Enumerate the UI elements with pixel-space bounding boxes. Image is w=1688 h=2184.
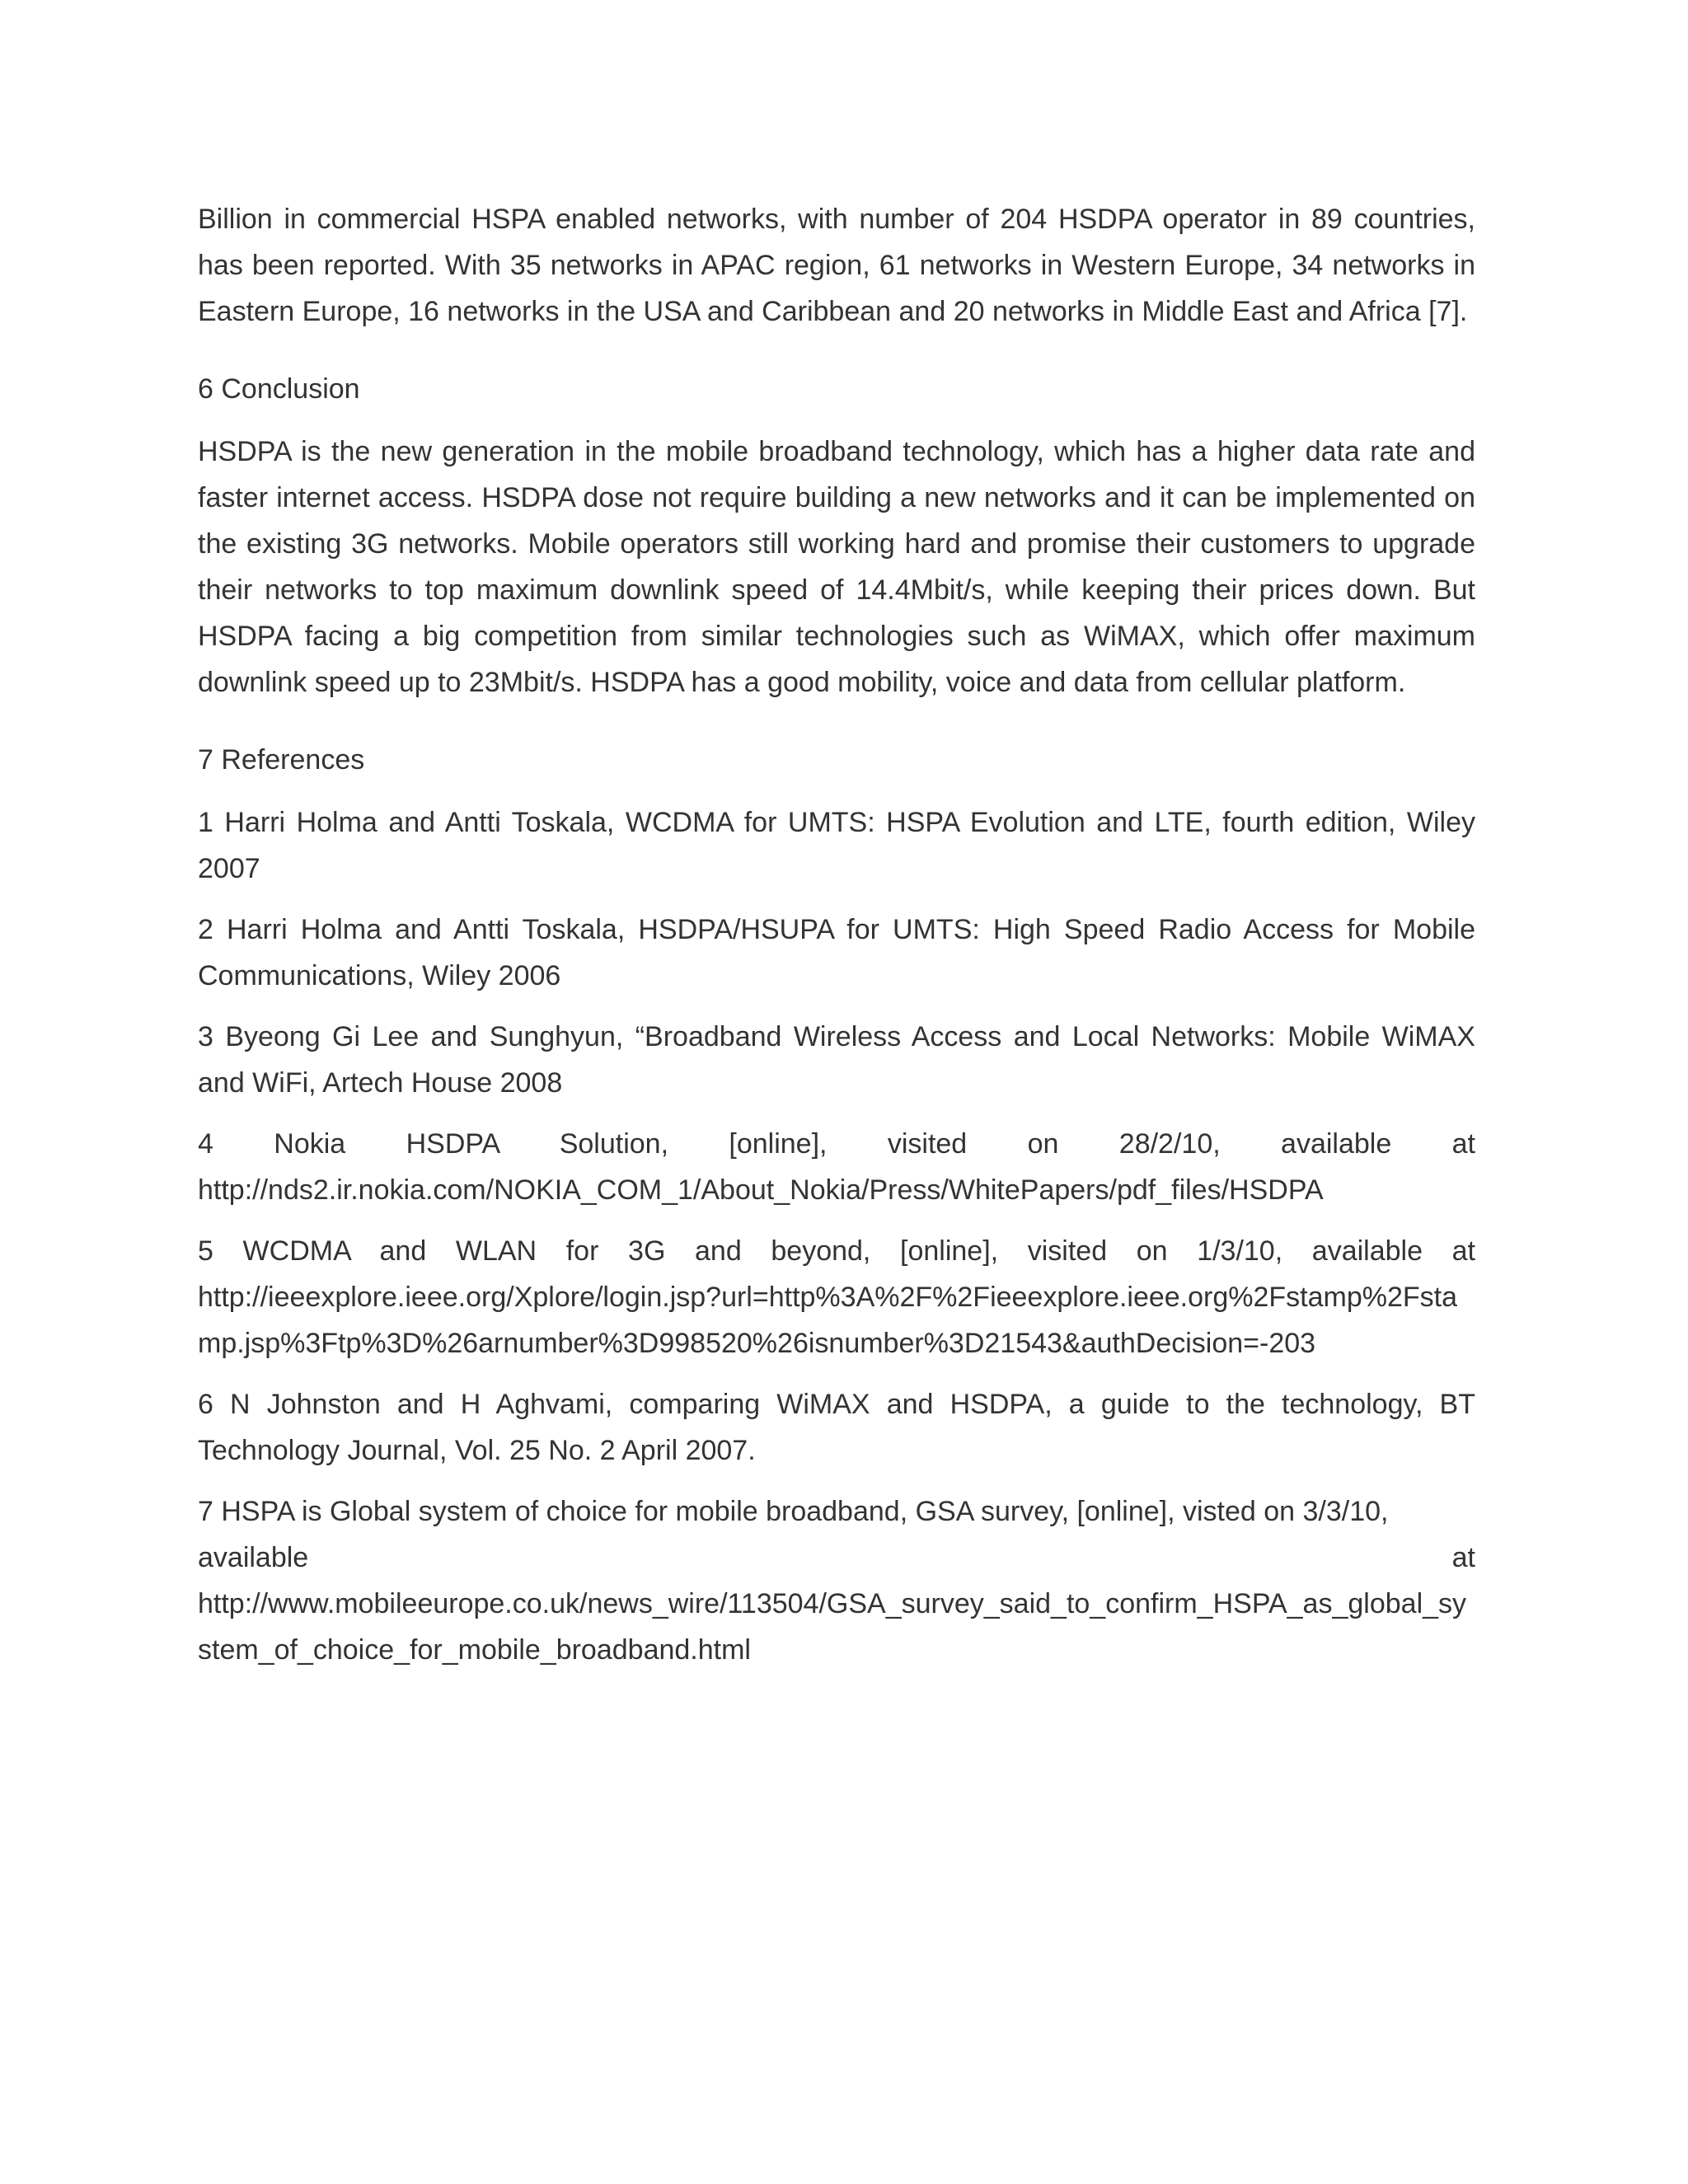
references-section [198, 737, 1475, 1673]
conclusion-section [198, 366, 1475, 705]
reference-5 [198, 1228, 1475, 1366]
intro-paragraph: Billion in commercial HSPA enabled networks, with number of 204 HSDPA operator in 89 countries, has been reported. With 35 networks in APAC region, 61 networks in Western Europe, 34 networks in Eastern Europe, 16 networks in the USA and Caribbean and 20 networks in Middle East and Africa [7]. [198, 204, 1475, 327]
reference-7-available-line [198, 1535, 1475, 1581]
reference-4 [198, 1121, 1475, 1213]
document-page [198, 196, 1475, 1688]
conclusion-body: HSDPA is the new generation in the mobile broadband technology, which has a higher data rate and faster internet access. HSDPA dose not require building a new networks and it can be implemented on the existing 3G networks. Mobile operators still working hard and promise their customers to upgrade their networks to top maximum downlink speed of 14.4Mbit/s, while keeping their prices down. But HSDPA facing a big competition from similar technologies such as WiMAX, which offer maximum downlink speed up to 23Mbit/s. HSDPA has a good mobility, voice and data from cellular platform. [198, 436, 1475, 698]
reference-2: 2 Harri Holma and Antti Toskala, HSDPA/HSUPA for UMTS: High Speed Radio Access for Mobile Communications, Wiley 2006 [198, 914, 1475, 991]
reference-5-url[interactable]: http://ieeexplore.ieee.org/Xplore/login.jsp?url=http%3A%2F%2Fieeexplore.ieee.org%2Fstamp%2Fstamp.jsp%3Ftp%3D%26arnumber%3D998520%26isnumber%3D21543&authDecision=-203 [198, 1282, 1458, 1359]
reference-6: 6 N Johnston and H Aghvami, comparing WiMAX and HSDPA, a guide to the technology, BT Technology Journal, Vol. 25 No. 2 April 2007. [198, 1389, 1475, 1466]
reference-3: 3 Byeong Gi Lee and Sunghyun, “Broadband Wireless Access and Local Networks: Mobile WiMAX and WiFi, Artech House 2008 [198, 1021, 1475, 1099]
reference-7-url[interactable]: http://www.mobileeurope.co.uk/news_wire/113504/GSA_survey_said_to_confirm_HSPA_as_global_system_of_choice_for_mobile_broadband.html [198, 1588, 1467, 1666]
references-heading: 7 References [198, 744, 365, 776]
reference-1: 1 Harri Holma and Antti Toskala, WCDMA for UMTS: HSPA Evolution and LTE, fourth edition, Wiley 2007 [198, 807, 1475, 884]
conclusion-heading: 6 Conclusion [198, 373, 360, 405]
reference-4-text: 4 Nokia HSDPA Solution, [online], visited on 28/2/10, available at [198, 1128, 1475, 1160]
reference-4-url[interactable]: http://nds2.ir.nokia.com/NOKIA_COM_1/About_Nokia/Press/WhitePapers/pdf_files/HSDPA [198, 1174, 1324, 1206]
reference-7-available-word: available [198, 1542, 309, 1573]
reference-7 [198, 1488, 1475, 1673]
reference-7-text: 7 HSPA is Global system of choice for mobile broadband, GSA survey, [online], visted on 3/3/10, [198, 1496, 1389, 1527]
reference-7-at-word: at [1451, 1542, 1475, 1573]
reference-5-text: 5 WCDMA and WLAN for 3G and beyond, [online], visited on 1/3/10, available at [198, 1235, 1475, 1267]
